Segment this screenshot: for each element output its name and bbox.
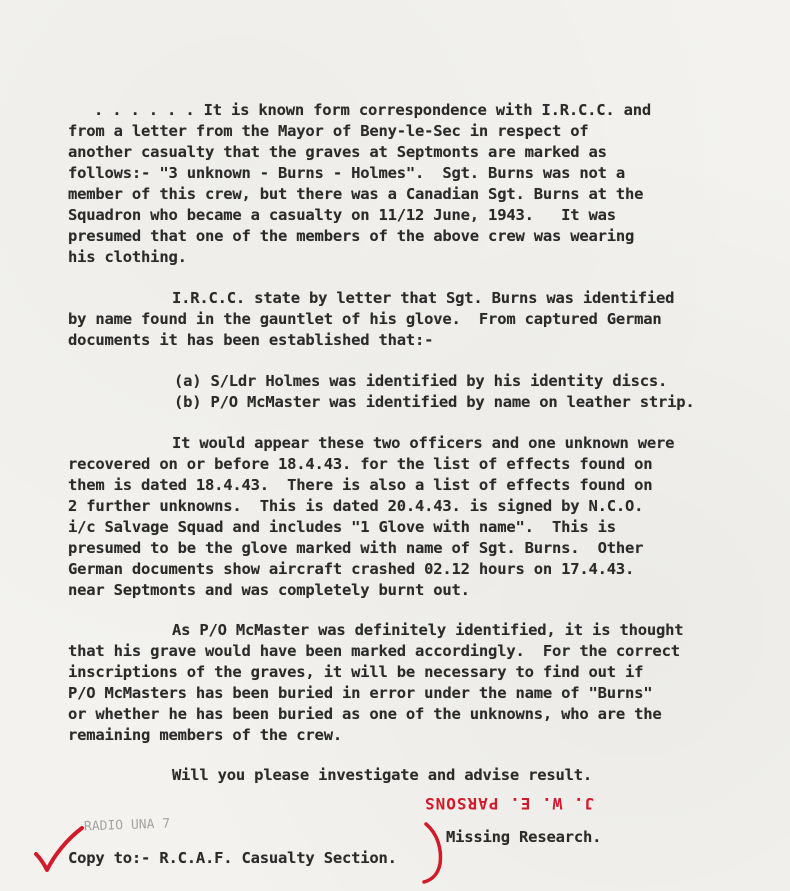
signature-title: Missing Research. — [446, 828, 602, 846]
closing-request: Will you please investigate and advise result. — [172, 766, 593, 784]
paragraph-1-line: member of this crew, but there was a Canadian Sgt. Burns at the — [68, 185, 644, 203]
paragraph-4-line: remaining members of the crew. — [68, 726, 342, 744]
red-check-mark-icon — [30, 820, 90, 880]
paragraph-3-line: near Septmonts and was completely burnt out. — [68, 581, 470, 599]
paragraph-3-line: German documents show aircraft crashed 02.12 hours on 17.4.43. — [68, 560, 635, 578]
paragraph-1-line: presumed that one of the members of the above crew was wearing — [68, 227, 635, 245]
paragraph-3-line: them is dated 18.4.43. There is also a list of effects found on — [68, 476, 653, 494]
paragraph-4-line: As P/O McMaster was definitely identified, it is thought — [172, 621, 684, 639]
paragraph-2-line: by name found in the gauntlet of his glove. From captured German — [68, 310, 662, 328]
paragraph-1-line: . . . . . . It is known form correspondence with I.R.C.C. and — [94, 101, 652, 119]
signature-stamp: J. W. E. PARSONS — [424, 794, 595, 813]
paragraph-4-line: that his grave would have been marked accordingly. For the correct — [68, 642, 680, 660]
paragraph-3-line: presumed to be the glove marked with name of Sgt. Burns. Other — [68, 539, 644, 557]
faint-stamp: RADIO UNA 7 — [83, 816, 171, 835]
paragraph-2-line: I.R.C.C. state by letter that Sgt. Burns was identified — [172, 289, 675, 307]
paragraph-4-line: or whether he has been buried as one of the unknowns, who are the — [68, 705, 662, 723]
paragraph-1-line: from a letter from the Mayor of Beny-le-Sec in respect of — [68, 122, 589, 140]
list-item-b: (b) P/O McMaster was identified by name on leather strip. — [174, 393, 695, 411]
red-bracket-mark-icon — [412, 818, 452, 888]
paragraph-1-line: his clothing. — [68, 248, 187, 266]
paragraph-3-line: i/c Salvage Squad and includes "1 Glove with name". This is — [68, 518, 616, 536]
paragraph-3-line: 2 further unknowns. This is dated 20.4.43. is signed by N.C.O. — [68, 497, 644, 515]
paragraph-2-line: documents it has been established that:- — [68, 331, 434, 349]
copy-to-line: Copy to:- R.C.A.F. Casualty Section. — [68, 849, 397, 867]
paragraph-1-line: follows:- "3 unknown - Burns - Holmes". Sgt. Burns was not a — [68, 164, 626, 182]
paragraph-1-line: Squadron who became a casualty on 11/12 June, 1943. It was — [68, 206, 616, 224]
paragraph-3-line: recovered on or before 18.4.43. for the list of effects found on — [68, 455, 653, 473]
list-item-a: (a) S/Ldr Holmes was identified by his identity discs. — [174, 372, 668, 390]
paragraph-4-line: inscriptions of the graves, it will be necessary to find out if — [68, 663, 644, 681]
paragraph-4-line: P/O McMasters has been buried in error under the name of "Burns" — [68, 684, 653, 702]
paragraph-1-line: another casualty that the graves at Septmonts are marked as — [68, 143, 607, 161]
paragraph-3-line: It would appear these two officers and one unknown were — [172, 434, 675, 452]
